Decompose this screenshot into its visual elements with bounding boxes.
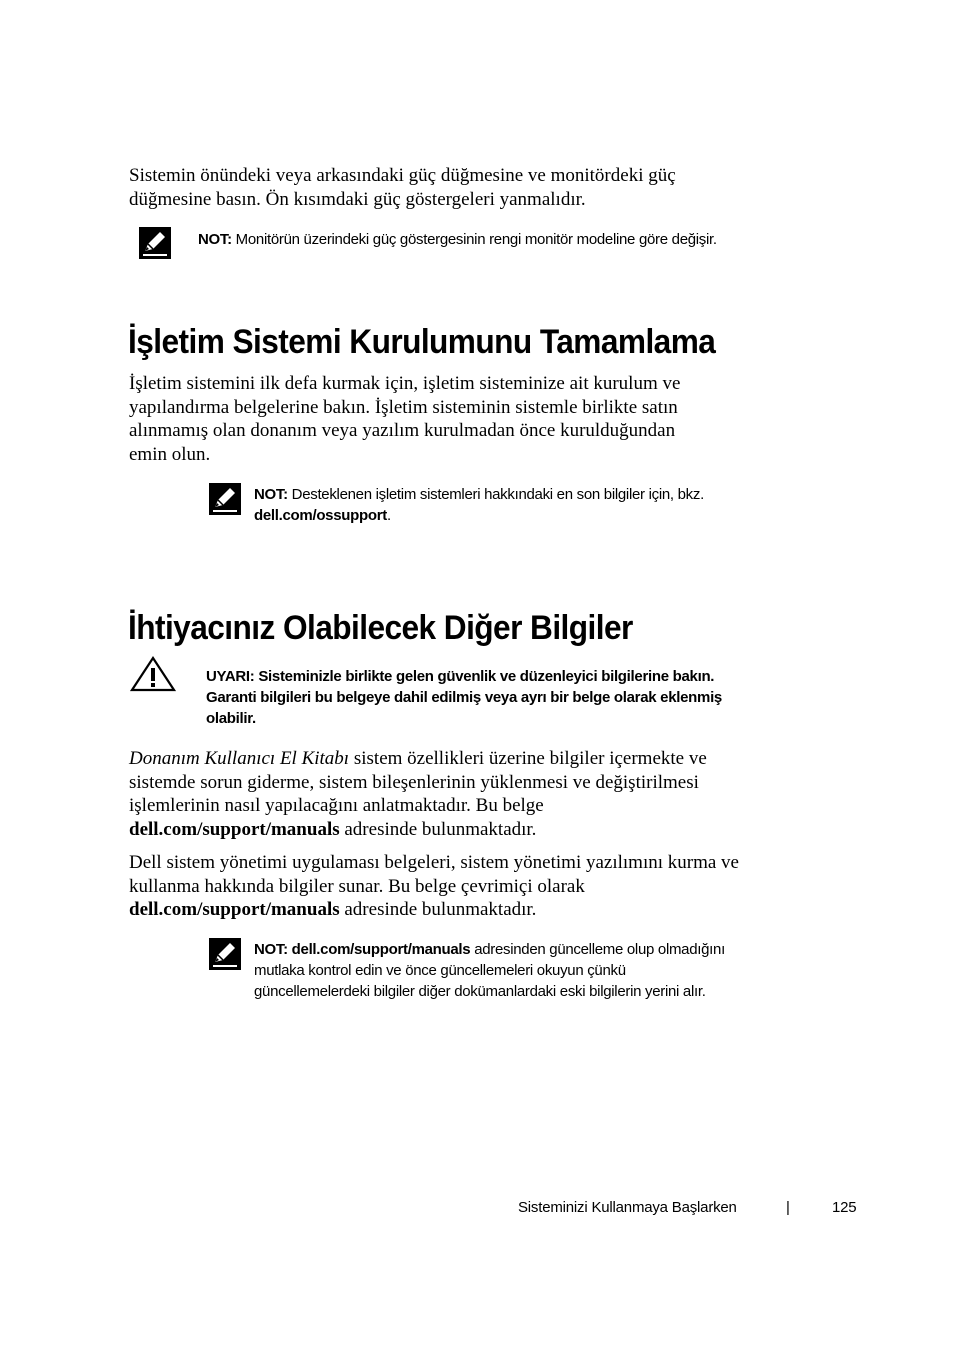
section-heading-other-info: İhtiyacınız Olabilecek Diğer Bilgiler (128, 609, 633, 647)
os-setup-line-2: yapılandırma belgelerine bakın. İşletim sisteminin sistemle birlikte satın (129, 396, 678, 418)
intro-paragraph (129, 164, 869, 211)
warning-line-1: UYARI: Sisteminizle birlikte gelen güvenlik ve düzenleyici bilgilerine bakın. (206, 668, 715, 685)
note-label[interactable]: NOT: dell.com/support/manuals (254, 941, 471, 958)
para2-line-1: Dell sistem yönetimi uygulaması belgeleri, sistem yönetimi yazılımını kurma ve (129, 852, 739, 873)
warning-triangle-icon (130, 656, 176, 697)
footer-separator: | (786, 1199, 790, 1216)
para1-line-4: adresinde bulunmaktadır. (339, 818, 537, 840)
manual-title: Donanım Kullanıcı El Kitabı (129, 748, 350, 769)
warning-line-3: olabilir. (206, 710, 256, 727)
note3-line-3: güncellemelerdeki bilgiler diğer dokümanlardaki eski bilgilerin yerini alır. (254, 983, 706, 1000)
system-management-paragraph (129, 851, 889, 922)
support-manuals-link[interactable]: dell.com/support/manuals (129, 899, 340, 920)
note-text: Monitörün üzerindeki güç göstergesinin rengi monitör modeline göre değişir. (231, 231, 717, 248)
footer-section-title: Sisteminizi Kullanmaya Başlarken (518, 1199, 737, 1216)
os-setup-line-3: alınmamış olan donanım veya yazılım kurulmadan önce kurulduğundan (129, 420, 676, 441)
intro-line-2: düğmesine basın. Ön kısımdaki güç göstergeleri yanmalıdır. (129, 188, 586, 210)
os-setup-paragraph (129, 372, 869, 466)
section-heading-os-setup: İşletim Sistemi Kurulumunu Tamamlama (128, 323, 716, 361)
footer-page-number: 125 (832, 1199, 857, 1216)
warning-line-2: Garanti bilgileri bu belgeye dahil edilmiş veya ayrı bir belge olarak eklenmiş (206, 689, 722, 706)
warning-block (206, 666, 866, 729)
os-setup-line-4: emin olun. (129, 443, 211, 465)
os-setup-line-1: İşletim sistemini ilk defa kurmak için, işletim sisteminize ait kurulum ve (129, 373, 681, 394)
para1-line-1: sistem özellikleri üzerine bilgiler içermekte ve (349, 748, 707, 769)
support-manuals-link[interactable]: dell.com/support/manuals (129, 818, 340, 840)
hardware-manual-paragraph (129, 747, 869, 841)
intro-line-1: Sistemin önündeki veya arkasındaki güç düğmesine ve monitördeki güç (129, 165, 676, 186)
note-period: . (386, 507, 391, 524)
note-label: NOT: (198, 231, 232, 248)
para1-line-3: işlemlerinin nasıl yapılacağını anlatmaktadır. Bu belge (129, 795, 544, 816)
note-pencil-icon (139, 227, 171, 264)
note-text: Desteklenen işletim sistemleri hakkındaki en son bilgiler için, bkz. (287, 486, 704, 503)
note-3 (254, 939, 874, 1002)
para1-line-2: sistemde sorun giderme, sistem bileşenlerinin yüklenmesi ve değiştirilmesi (129, 771, 699, 793)
note3-line-2: mutlaka kontrol edin ve önce güncellemeleri okuyun çünkü (254, 962, 626, 979)
note3-line-1: adresinden güncelleme olup olmadığını (470, 941, 725, 958)
note-pencil-icon (209, 483, 241, 520)
note-2 (254, 484, 874, 526)
ossupport-link[interactable]: dell.com/ossupport (254, 507, 387, 524)
note-pencil-icon (209, 938, 241, 975)
para2-line-3: adresinde bulunmaktadır. (339, 899, 537, 920)
para2-line-2: kullanma hakkında bilgiler sunar. Bu belge çevrimiçi olarak (129, 875, 585, 897)
note-label: NOT: (254, 486, 288, 503)
note-1 (198, 229, 878, 250)
